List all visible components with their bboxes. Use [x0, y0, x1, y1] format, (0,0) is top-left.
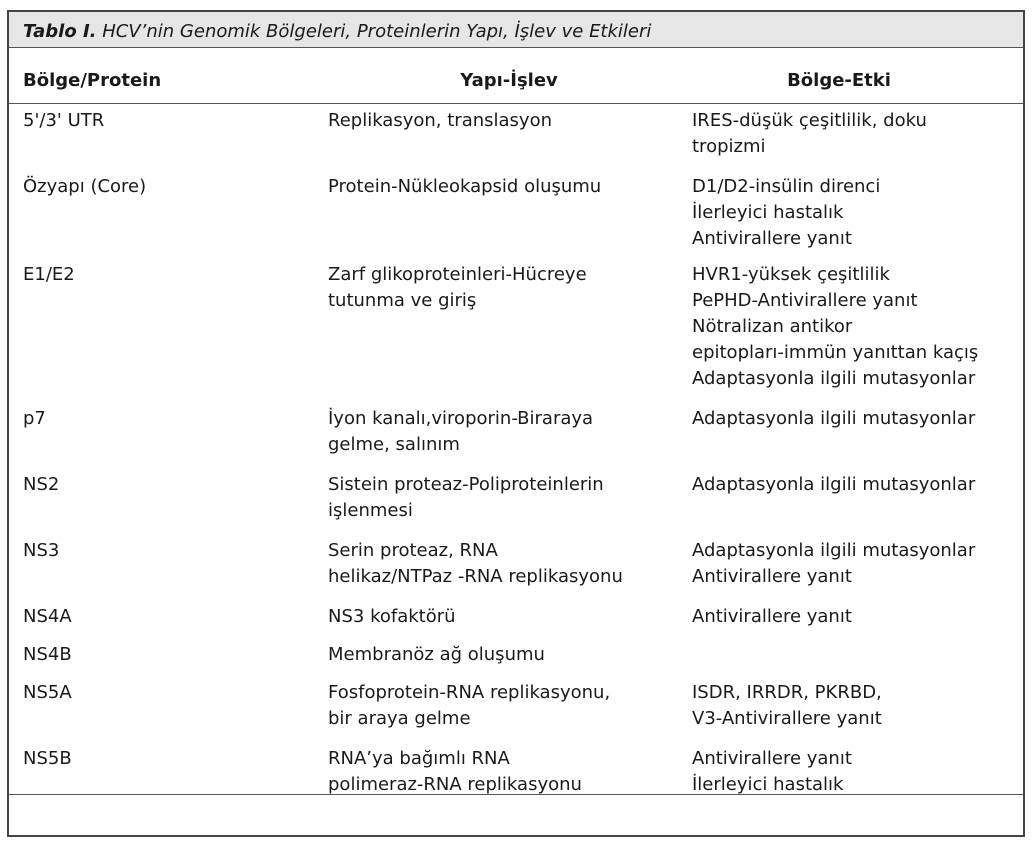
table-row	[9, 534, 1023, 600]
table-cell-c3	[692, 108, 1022, 160]
cell-line: V3-Antivirallere yanıt	[692, 708, 882, 729]
cell-line: Protein-Nükleokapsid oluşumu	[328, 176, 602, 197]
table-cell-c1	[23, 746, 313, 772]
cell-line: gelme, salınım	[328, 434, 460, 455]
table-cell-c2	[328, 680, 678, 732]
table-cell-c1	[23, 604, 313, 630]
table-cell-c1	[23, 406, 313, 432]
cell-line: işlenmesi	[328, 500, 413, 521]
table-row	[9, 600, 1023, 638]
table-cell-c1	[23, 262, 313, 288]
cell-line: Antivirallere yanıt	[692, 606, 852, 627]
cell-line: tropizmi	[692, 136, 766, 157]
cell-line: E1/E2	[23, 264, 75, 285]
table-cell-c1	[23, 174, 313, 200]
table-row	[9, 170, 1023, 258]
cell-line: Özyapı (Core)	[23, 176, 147, 197]
header-bolge-etki: Bölge-Etki	[787, 70, 891, 91]
table-cell-c2	[328, 108, 678, 134]
cell-line: Adaptasyonla ilgili mutasyonlar	[692, 474, 976, 495]
table-cell-c3	[692, 472, 1022, 498]
table-cell-c1	[23, 680, 313, 706]
cell-line: NS5A	[23, 682, 72, 703]
table-cell-c3	[692, 680, 1022, 732]
header-bolge-protein: Bölge/Protein	[23, 70, 162, 91]
table-cell-c2	[328, 746, 678, 798]
cell-line: NS4B	[23, 644, 72, 665]
cell-line: İlerleyici hastalık	[692, 774, 844, 795]
table-cell-c3	[692, 262, 1022, 392]
cell-line: Adaptasyonla ilgili mutasyonlar	[692, 408, 976, 429]
cell-line: Antivirallere yanıt	[692, 748, 852, 769]
cell-line: NS2	[23, 474, 60, 495]
cell-line: Nötralizan antikor	[692, 316, 853, 337]
table-row	[9, 258, 1023, 402]
table-cell-c1	[23, 108, 313, 134]
table-cell-c2	[328, 262, 678, 314]
cell-line: HVR1-yüksek çeşitlilik	[692, 264, 890, 285]
header-yapi-islev: Yapı-İşlev	[460, 70, 558, 91]
cell-line: ISDR, IRRDR, PKRBD,	[692, 682, 882, 703]
table-cell-c1	[23, 642, 313, 668]
cell-line: Serin proteaz, RNA	[328, 540, 498, 561]
cell-line: Zarf glikoproteinleri-Hücreye	[328, 264, 587, 285]
table-row	[9, 104, 1023, 170]
cell-line: polimeraz-RNA replikasyonu	[328, 774, 582, 795]
cell-line: NS5B	[23, 748, 72, 769]
caption-text: HCV’nin Genomik Bölgeleri, Proteinlerin Yapı, İşlev ve Etkileri	[96, 21, 652, 42]
table-cell-c1	[23, 472, 313, 498]
table-cell-c2	[328, 472, 678, 524]
table-cell-c2	[328, 642, 678, 668]
cell-line: NS4A	[23, 606, 72, 627]
cell-line: İyon kanalı,viroporin-Biraraya	[328, 408, 594, 429]
table-row	[9, 402, 1023, 468]
table-body	[9, 104, 1023, 804]
cell-line: Replikasyon, translasyon	[328, 110, 552, 131]
table-cell-c2	[328, 406, 678, 458]
table-cell-c3	[692, 406, 1022, 432]
table-cell-c3	[692, 538, 1022, 590]
caption-lead: Tablo I.	[23, 21, 97, 42]
table-cell-c2	[328, 604, 678, 630]
cell-line: helikaz/NTPaz -RNA replikasyonu	[328, 566, 623, 587]
cell-line: PePHD-Antivirallere yanıt	[692, 290, 918, 311]
cell-line: D1/D2-insülin direnci	[692, 176, 881, 197]
table-row	[9, 638, 1023, 676]
table-row	[9, 676, 1023, 742]
table-cell-c2	[328, 174, 678, 200]
cell-line: İlerleyici hastalık	[692, 202, 844, 223]
table-cell-c3	[692, 604, 1022, 630]
table-cell-c1	[23, 538, 313, 564]
table-cell-c2	[328, 538, 678, 590]
table-frame	[7, 10, 1025, 837]
cell-line: IRES-düşük çeşitlilik, doku	[692, 110, 927, 131]
table-header	[9, 48, 1023, 104]
cell-line: Antivirallere yanıt	[692, 228, 852, 249]
cell-line: tutunma ve giriş	[328, 290, 477, 311]
cell-line: Membranöz ağ oluşumu	[328, 644, 545, 665]
table-cell-c3	[692, 746, 1022, 798]
cell-line: NS3	[23, 540, 60, 561]
cell-line: NS3 kofaktörü	[328, 606, 456, 627]
cell-line: Fosfoprotein-RNA replikasyonu,	[328, 682, 611, 703]
table-cell-c3	[692, 174, 1022, 252]
cell-line: 5'/3' UTR	[23, 110, 105, 131]
table-caption	[9, 12, 1023, 48]
cell-line: RNA’ya bağımlı RNA	[328, 748, 510, 769]
table-row	[9, 468, 1023, 534]
cell-line: Antivirallere yanıt	[692, 566, 852, 587]
cell-line: epitopları-immün yanıttan kaçış	[692, 342, 979, 363]
cell-line: Sistein proteaz-Poliproteinlerin	[328, 474, 604, 495]
table-bottom-rule	[9, 794, 1023, 795]
cell-line: p7	[23, 408, 46, 429]
cell-line: Adaptasyonla ilgili mutasyonlar	[692, 368, 976, 389]
cell-line: bir araya gelme	[328, 708, 471, 729]
cell-line: Adaptasyonla ilgili mutasyonlar	[692, 540, 976, 561]
